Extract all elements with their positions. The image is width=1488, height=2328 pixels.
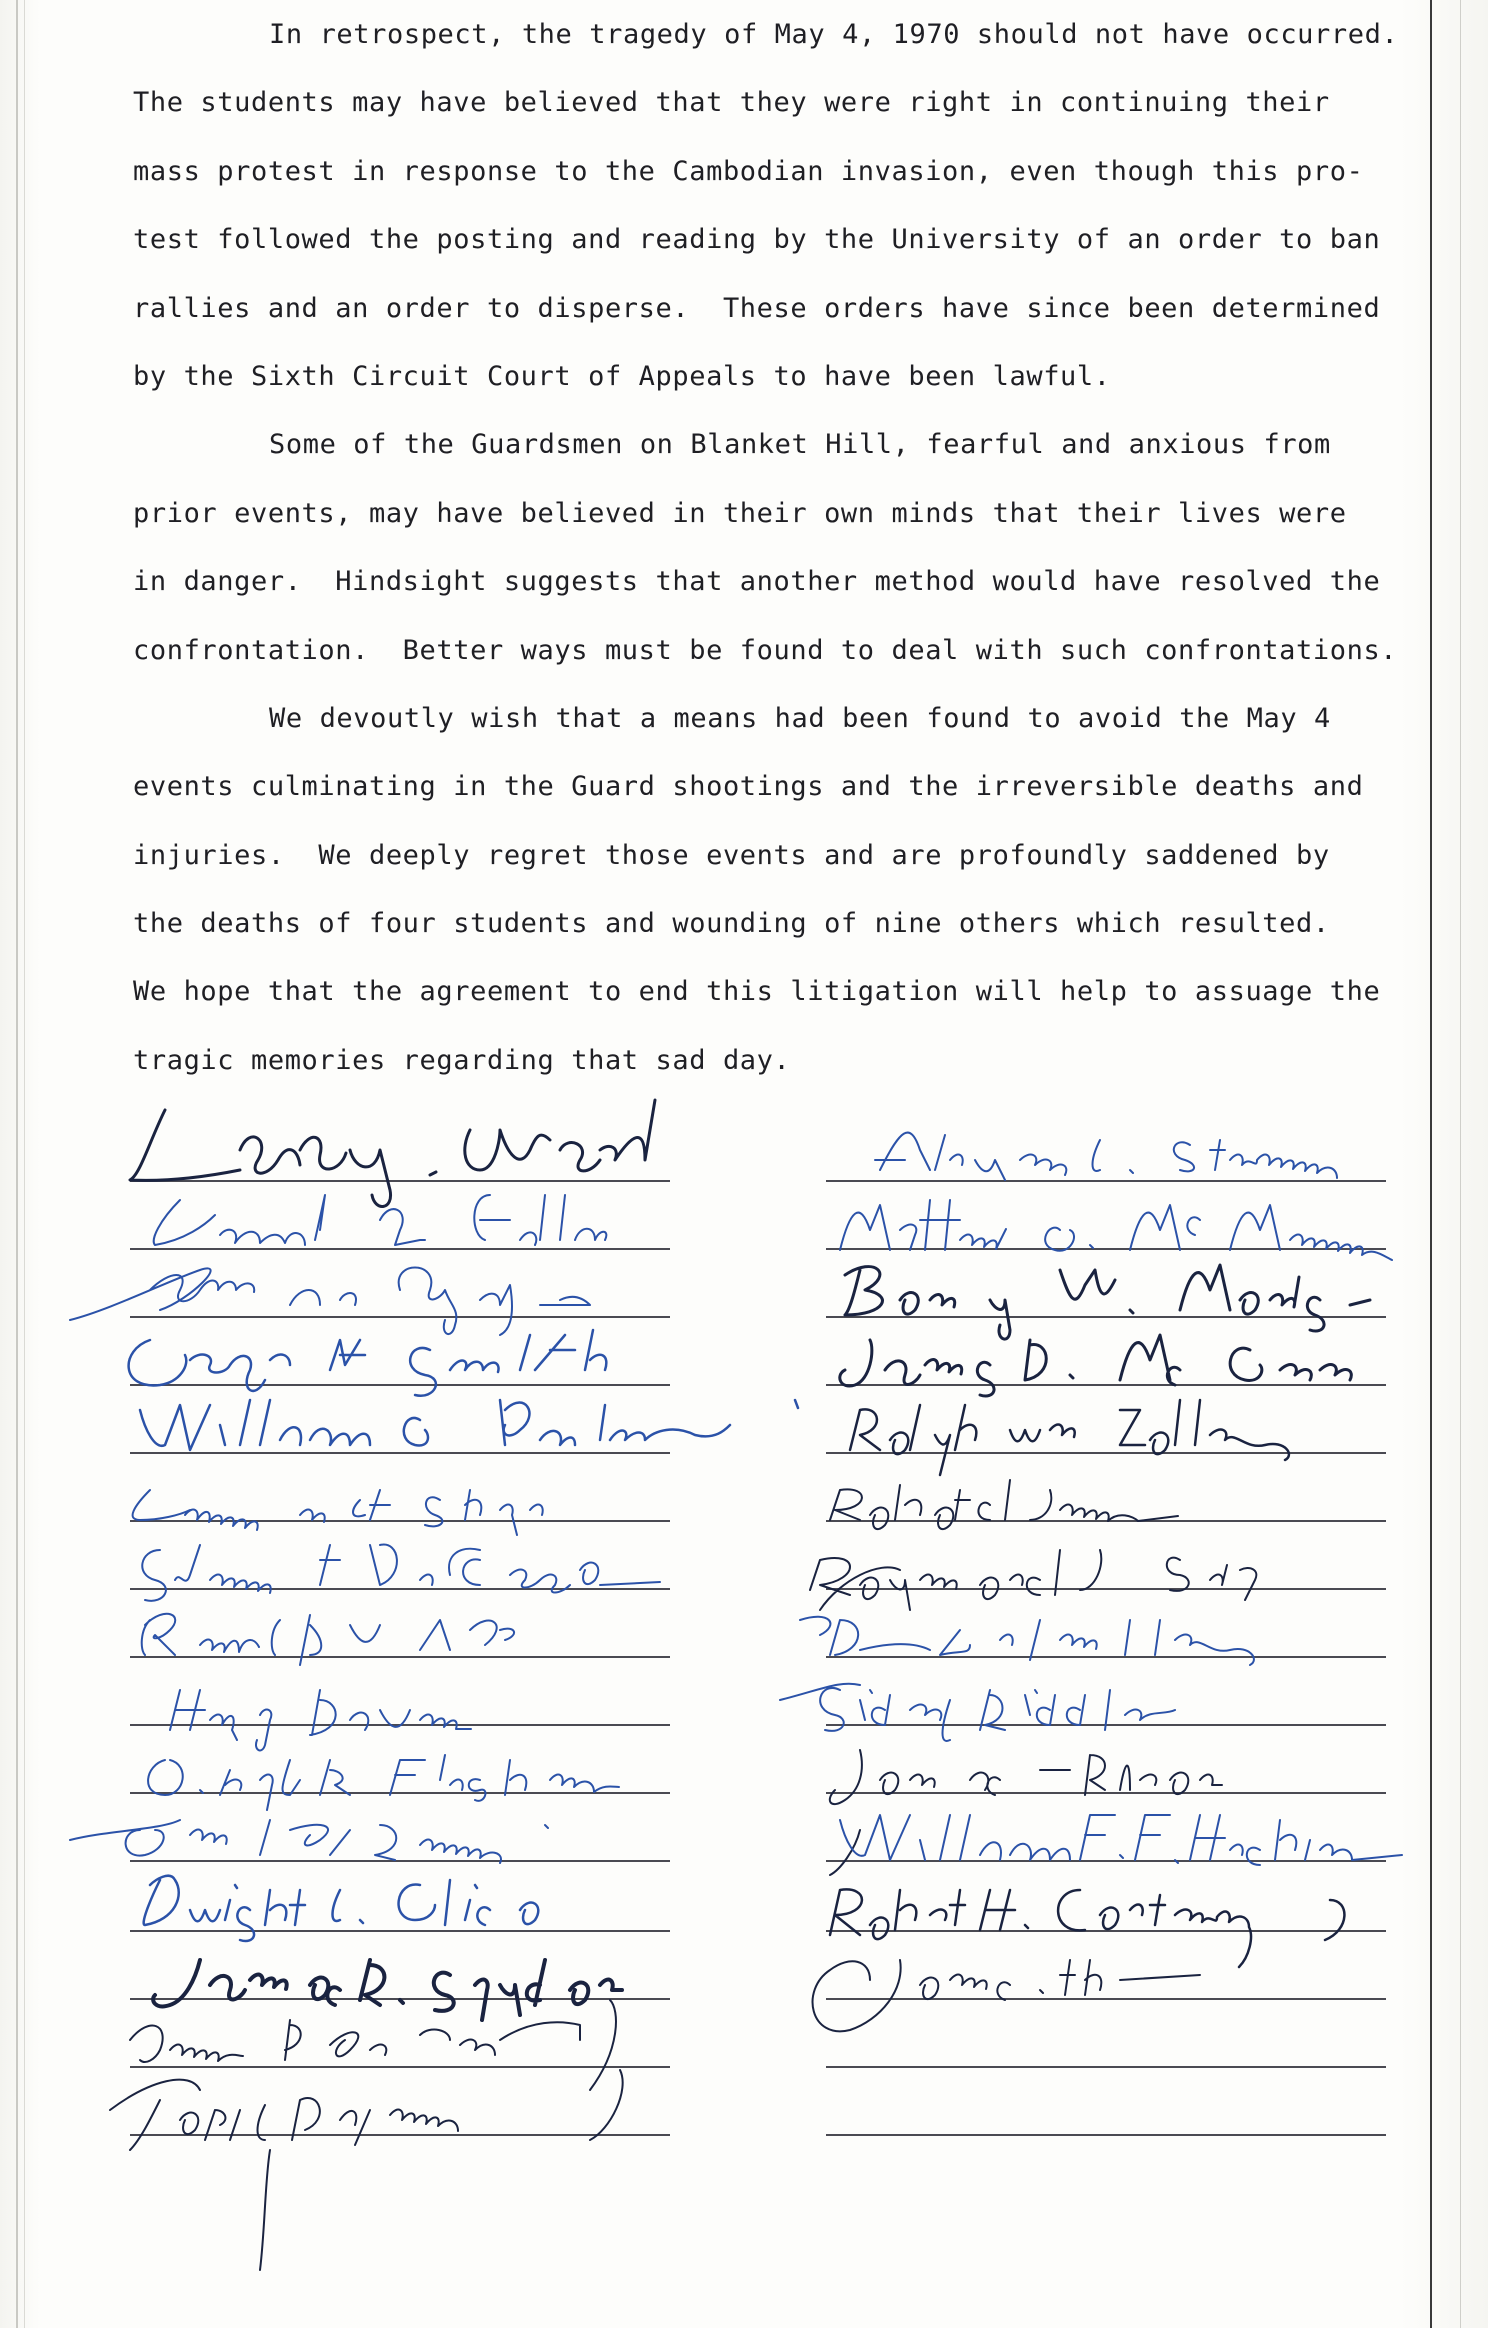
signature-left-8 bbox=[142, 1614, 514, 1665]
paragraph-line: We hope that the agreement to end this litigation will help to assuage the bbox=[133, 976, 1381, 1008]
signature-left-9 bbox=[170, 1690, 471, 1750]
paragraph-line: confrontation. Better ways must be found to deal with such confrontations. bbox=[133, 634, 1398, 666]
paragraph-line: The students may have believed that they were right in continuing their bbox=[133, 87, 1330, 119]
signature-right-13 bbox=[813, 1960, 1200, 2031]
paragraph-line: tragic memories regarding that sad day. bbox=[133, 1044, 791, 1076]
signature-left-1 bbox=[130, 1100, 655, 1206]
paragraph-line: In retrospect, the tragedy of May 4, 1970 should not have occurred. bbox=[269, 19, 1399, 50]
signature-right-11 bbox=[840, 1815, 1402, 1865]
paragraph-line: test followed the posting and reading by the University of an order to ban bbox=[133, 224, 1381, 256]
paragraph-line: the deaths of four students and wounding of nine others which resulted. bbox=[133, 908, 1330, 940]
paragraph-line: prior events, may have believed in their own minds that their lives were bbox=[133, 497, 1347, 529]
signature-right-1 bbox=[875, 1133, 1337, 1180]
signature-left-13 bbox=[153, 1960, 622, 2020]
paragraph-line: We devoutly wish that a means had been found to avoid the May 4 bbox=[269, 702, 1331, 734]
signature-left-6 bbox=[133, 1490, 543, 1535]
signature-right-2 bbox=[840, 1200, 1392, 1260]
signature-right-5 bbox=[850, 1400, 1289, 1475]
signature-left-12 bbox=[144, 1876, 539, 1941]
paragraph-line: in danger. Hindsight suggests that another method would have resolved the bbox=[133, 566, 1381, 598]
paragraph-line: by the Sixth Circuit Court of Appeals to have been lawful. bbox=[133, 360, 1111, 392]
signature-left-3 bbox=[70, 1268, 590, 1336]
paragraph-line: rallies and an order to disperse. These orders have since been determined bbox=[133, 292, 1381, 324]
paragraph-line: events culminating in the Guard shootings and the irreversible deaths and bbox=[133, 771, 1364, 803]
paragraph-line: injuries. We deeply regret those events and are profoundly saddened by bbox=[133, 839, 1330, 871]
signature-left-11 bbox=[70, 1820, 548, 1863]
paragraph-line: mass protest in response to the Cambodian invasion, even though this pro- bbox=[133, 155, 1364, 187]
signature-right-7 bbox=[810, 1550, 1256, 1610]
signature-left-10 bbox=[148, 1755, 619, 1810]
signature-left-7 bbox=[142, 1545, 660, 1601]
signature-right-3 bbox=[845, 1265, 1370, 1339]
signature-left-4 bbox=[129, 1330, 607, 1396]
signature-left-2 bbox=[154, 1195, 607, 1245]
signature-left-15 bbox=[110, 2070, 623, 2270]
signature-right-4 bbox=[840, 1335, 1352, 1396]
signature-right-9 bbox=[780, 1684, 1175, 1741]
signature-right-6 bbox=[830, 1480, 1178, 1529]
signature-right-12 bbox=[830, 1889, 1344, 1967]
signature-left-5 bbox=[140, 1400, 798, 1450]
paragraph-line: Some of the Guardsmen on Blanket Hill, fearful and anxious from bbox=[269, 429, 1331, 461]
signature-left-14 bbox=[130, 2000, 616, 2090]
signature-right-8 bbox=[800, 1617, 1254, 1665]
